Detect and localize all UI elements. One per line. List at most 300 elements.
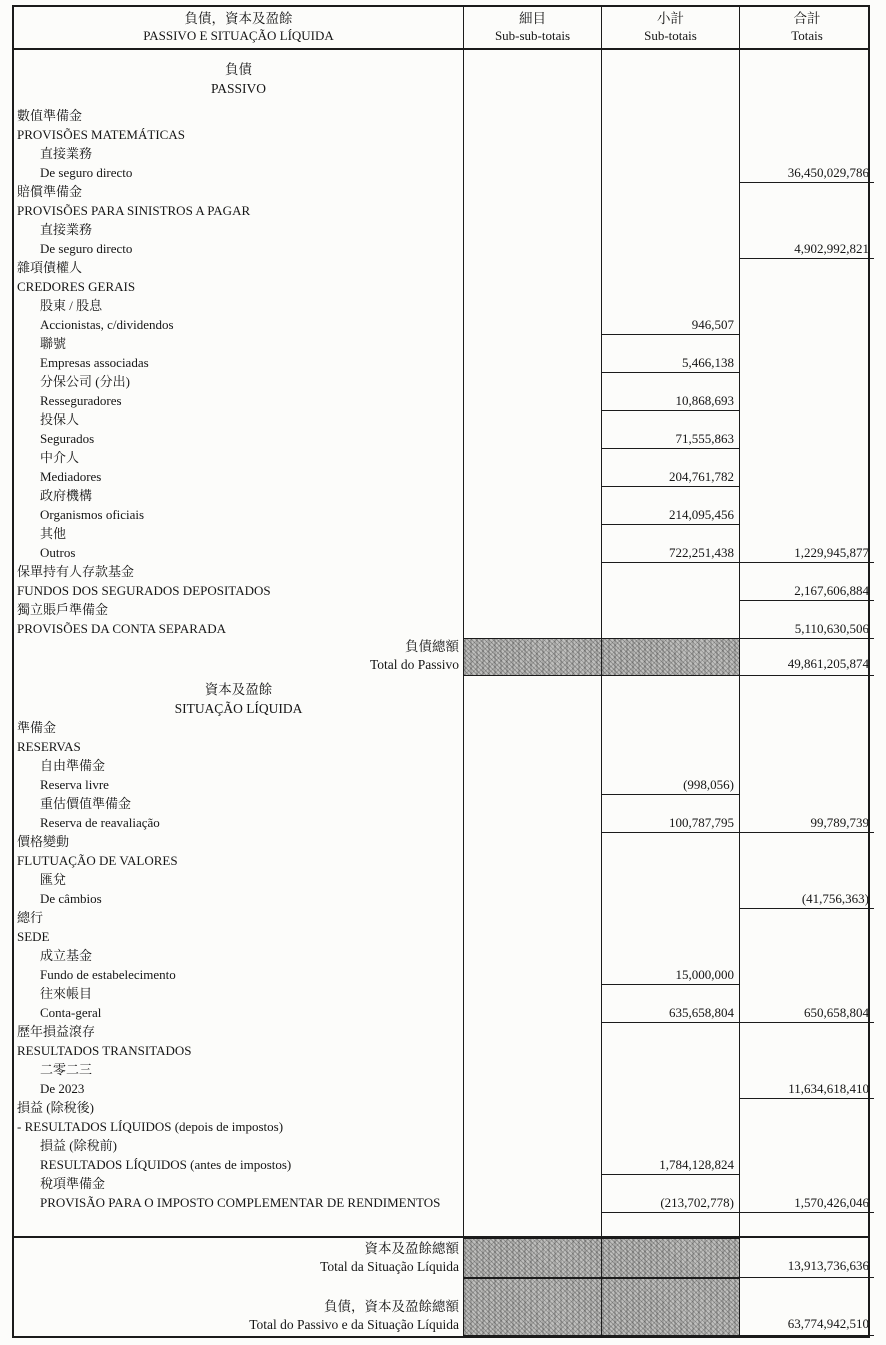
row-label: 往來帳目 [40, 986, 93, 1001]
sub-sub-total-cell [463, 756, 601, 775]
sub-total-cell [601, 794, 739, 813]
spacer-row [14, 1212, 868, 1236]
row-label: 資本及盈餘 [204, 682, 273, 697]
sub-sub-total-cell [463, 832, 601, 851]
table-row [14, 125, 868, 144]
sub-total-cell [601, 410, 739, 429]
table-row [14, 372, 868, 391]
total-cell [739, 410, 874, 429]
sub-sub-total-cell [463, 1041, 601, 1060]
table-row [14, 851, 868, 870]
table-row [14, 1117, 868, 1136]
sub-total-cell [601, 79, 739, 98]
sub-total-cell: (998,056) [601, 775, 739, 795]
sub-sub-total-cell [463, 277, 601, 296]
sub-sub-total-cell [463, 144, 601, 163]
sub-total-cell [601, 851, 739, 870]
table-row [14, 984, 868, 1003]
sub-total-cell [601, 680, 739, 699]
total-cell [739, 927, 874, 946]
table-row [14, 505, 868, 524]
row-label: 總行 [17, 910, 44, 925]
table-row [14, 1022, 868, 1041]
column-header-sub-totals [601, 7, 739, 48]
table-row [14, 467, 868, 486]
sub-sub-total-cell [463, 851, 601, 870]
sub-sub-total-cell [463, 1098, 601, 1117]
table-row [14, 144, 868, 163]
table-row [14, 296, 868, 315]
total-cell [739, 106, 874, 125]
table-row [14, 334, 868, 353]
table-row [14, 1193, 868, 1212]
row-label: Resseguradores [40, 393, 122, 408]
table-row [14, 1003, 868, 1022]
row-label: De seguro directo [40, 241, 133, 256]
sub-total-cell [601, 927, 739, 946]
section-header-row [14, 79, 868, 98]
sub-sub-total-cell [463, 60, 601, 79]
total-label-line: Total do Passivo [369, 657, 459, 672]
sub-total-cell [601, 372, 739, 391]
table-row [14, 870, 868, 889]
sub-total-cell [601, 737, 739, 756]
sub-sub-total-cell [463, 718, 601, 737]
table-row [14, 965, 868, 984]
row-label: PASSIVO [210, 81, 267, 96]
total-cell [739, 50, 874, 60]
sub-total-cell [601, 277, 739, 296]
table-row [14, 1060, 868, 1079]
table-row [14, 277, 868, 296]
total-cell [739, 1212, 874, 1236]
sub-total-cell [601, 600, 739, 619]
row-label: Fundo de estabelecimento [40, 967, 176, 982]
sub-sub-total-cell [463, 410, 601, 429]
sub-total-cell [601, 50, 739, 60]
sub-total-cell: (213,702,778) [601, 1193, 739, 1213]
sub-total-cell: 946,507 [601, 315, 739, 335]
spacer-row [14, 98, 868, 106]
total-cell: 13,913,736,636 [739, 1238, 874, 1278]
table-row [14, 619, 868, 638]
sub-sub-total-cell [463, 391, 601, 411]
sub-sub-total-cell [463, 1174, 601, 1193]
row-label: 保單持有人存款基金 [17, 564, 135, 579]
table-row [14, 1079, 868, 1098]
sub-total-cell [601, 258, 739, 277]
table-row [14, 832, 868, 851]
sub-sub-total-cell [463, 927, 601, 946]
sub-sub-total-cell [463, 619, 601, 639]
row-label: 價格變動 [17, 834, 70, 849]
total-cell: 99,789,739 [739, 813, 874, 833]
sub-total-cell [601, 239, 739, 259]
sub-sub-total-cell [463, 1136, 601, 1155]
table-row [14, 1136, 868, 1155]
sub-sub-total-cell [463, 467, 601, 487]
total-cell [739, 832, 874, 851]
total-label-line: 負債，資本及盈餘總額 [324, 1299, 459, 1314]
total-cell [739, 448, 874, 467]
table-row [14, 486, 868, 505]
row-label: 負債 [225, 62, 252, 77]
sub-sub-total-cell [463, 889, 601, 909]
sub-sub-total-cell [463, 334, 601, 353]
total-cell [739, 79, 874, 98]
sub-sub-total-cell [463, 870, 601, 889]
total-row [14, 1278, 868, 1336]
table-row [14, 1155, 868, 1174]
total-row [14, 1236, 868, 1278]
row-label: 二零二三 [40, 1062, 93, 1077]
total-cell [739, 277, 874, 296]
table-row [14, 448, 868, 467]
total-cell [739, 908, 874, 927]
row-label: Empresas associadas [40, 355, 149, 370]
table-row [14, 756, 868, 775]
row-label: 股東 / 股息 [40, 298, 103, 313]
row-label: Mediadores [40, 469, 102, 484]
table-row [14, 1174, 868, 1193]
row-label: CREDORES GERAIS [17, 279, 136, 294]
column-header-sub-sub-totals [463, 7, 601, 48]
sub-sub-total-cell [463, 79, 601, 98]
total-cell: 5,110,630,506 [739, 619, 874, 639]
sub-total-cell [601, 125, 739, 144]
row-label: 準備金 [17, 720, 57, 735]
sub-sub-total-cell [463, 353, 601, 373]
table-row [14, 543, 868, 562]
sub-sub-total-cell [463, 1117, 601, 1136]
sub-total-cell: 722,251,438 [601, 543, 739, 563]
total-cell: 1,229,945,877 [739, 543, 874, 563]
sub-sub-total-cell [463, 505, 601, 525]
row-label: PROVISÕES MATEMÁTICAS [17, 127, 185, 142]
sub-total-cell: 204,761,782 [601, 467, 739, 487]
table-row [14, 410, 868, 429]
row-label: 政府機構 [40, 488, 93, 503]
row-label: Outros [40, 545, 76, 560]
table-row [14, 794, 868, 813]
total-row-label [14, 1278, 463, 1336]
table-row [14, 1041, 868, 1060]
sub-sub-total-cell [463, 372, 601, 391]
total-cell [739, 258, 874, 277]
total-cell [739, 1060, 874, 1079]
sub-total-cell: 100,787,795 [601, 813, 739, 833]
sub-total-cell [601, 1022, 739, 1041]
row-label: 損益 (除稅前) [40, 1138, 117, 1153]
total-cell [739, 870, 874, 889]
total-cell [739, 1174, 874, 1193]
total-cell [739, 562, 874, 581]
row-label: 匯兌 [40, 872, 67, 887]
total-cell [739, 1155, 874, 1175]
table-row [14, 775, 868, 794]
table-row [14, 220, 868, 239]
row-label: 中介人 [40, 450, 80, 465]
sub-total-cell [601, 1117, 739, 1136]
row-label: RESULTADOS TRANSITADOS [17, 1043, 192, 1058]
hatched-cell [463, 1278, 601, 1336]
row-label [14, 1212, 463, 1236]
sub-sub-total-cell [463, 581, 601, 601]
row-label: Accionistas, c/dividendos [40, 317, 174, 332]
total-cell [739, 182, 874, 201]
sub-total-cell [601, 98, 739, 106]
sub-sub-total-cell [463, 1079, 601, 1099]
row-label: 成立基金 [40, 948, 93, 963]
total-cell: 36,450,029,786 [739, 163, 874, 183]
row-label: SEDE [17, 929, 50, 944]
sub-sub-total-cell [463, 908, 601, 927]
row-label: PROVISÃO PARA O IMPOSTO COMPLEMENTAR DE RENDIMENTOS [40, 1195, 441, 1210]
column-header-account-pt: PASSIVO E SITUAÇÃO LÍQUIDA [143, 28, 334, 43]
total-label-line: 資本及盈餘總額 [364, 1241, 459, 1256]
total-cell [739, 794, 874, 813]
hatched-cell [463, 638, 601, 676]
sub-sub-total-cell [463, 182, 601, 201]
sub-sub-total-cell [463, 296, 601, 315]
row-label: 賠償準備金 [17, 184, 83, 199]
sub-total-cell: 1,784,128,824 [601, 1155, 739, 1175]
row-label: De seguro directo [40, 165, 133, 180]
sub-total-cell [601, 870, 739, 889]
table-row [14, 908, 868, 927]
sub-sub-total-cell [463, 699, 601, 718]
total-cell [739, 220, 874, 239]
total-cell [739, 372, 874, 391]
row-label: 直接業務 [40, 146, 93, 161]
total-cell [739, 1117, 874, 1136]
row-label: FUNDOS DOS SEGURADOS DEPOSITADOS [17, 583, 271, 598]
row-label: 損益 (除稅後) [17, 1100, 94, 1115]
total-cell [739, 486, 874, 505]
table-row [14, 562, 868, 581]
total-cell [739, 505, 874, 525]
sub-total-cell: 635,658,804 [601, 1003, 739, 1023]
table-row [14, 239, 868, 258]
table-row [14, 927, 868, 946]
total-label-line: Total do Passivo e da Situação Líquida [249, 1317, 459, 1332]
column-header-account [14, 7, 463, 48]
row-label: Reserva livre [40, 777, 109, 792]
row-label: 雜項債權人 [17, 260, 83, 275]
row-label: De câmbios [40, 891, 102, 906]
table-row [14, 946, 868, 965]
total-cell [739, 946, 874, 965]
total-cell [739, 1041, 874, 1060]
sub-sub-total-cell [463, 448, 601, 467]
total-cell [739, 718, 874, 737]
sub-total-cell: 71,555,863 [601, 429, 739, 449]
row-label: 稅項準備金 [40, 1176, 106, 1191]
total-cell: 63,774,942,510 [739, 1278, 874, 1336]
sub-total-cell [601, 619, 739, 639]
sub-sub-total-cell [463, 220, 601, 239]
table-row [14, 524, 868, 543]
row-label: RESERVAS [17, 739, 81, 754]
section-header-row [14, 60, 868, 79]
sub-total-cell [601, 1098, 739, 1117]
table-row [14, 391, 868, 410]
column-header-account-cn: 負債，資本及盈餘 [184, 11, 293, 26]
sub-sub-total-cell [463, 543, 601, 563]
total-cell [739, 353, 874, 373]
sub-total-cell [601, 296, 739, 315]
sub-sub-total-cell [463, 98, 601, 106]
sub-total-cell [601, 334, 739, 353]
sub-total-cell [601, 1212, 739, 1236]
sub-total-cell [601, 984, 739, 1003]
sub-sub-total-cell [463, 946, 601, 965]
sub-total-cell [601, 144, 739, 163]
sub-sub-total-cell [463, 600, 601, 619]
total-cell [739, 201, 874, 220]
total-cell [739, 1098, 874, 1117]
sub-total-cell [601, 163, 739, 183]
table-row [14, 1098, 868, 1117]
total-cell [739, 699, 874, 718]
total-cell [739, 1022, 874, 1041]
total-cell [739, 467, 874, 487]
sub-sub-total-cell [463, 737, 601, 756]
total-row-label [14, 638, 463, 676]
row-label: - RESULTADOS LÍQUIDOS (depois de impostos) [17, 1119, 284, 1134]
row-label: PROVISÕES PARA SINISTROS A PAGAR [17, 203, 251, 218]
sub-total-cell: 10,868,693 [601, 391, 739, 411]
sub-total-cell [601, 581, 739, 601]
sub-total-cell [601, 1174, 739, 1193]
total-cell [739, 1136, 874, 1155]
table-row [14, 315, 868, 334]
table-header-row [14, 7, 868, 50]
sub-sub-total-cell [463, 258, 601, 277]
total-cell [739, 600, 874, 619]
sub-sub-total-cell [463, 486, 601, 505]
sub-total-cell [601, 182, 739, 201]
row-label: De 2023 [40, 1081, 85, 1096]
row-label: SITUAÇÃO LÍQUIDA [174, 701, 303, 716]
total-cell [739, 98, 874, 106]
total-cell [739, 60, 874, 79]
total-row [14, 638, 868, 674]
table-row [14, 581, 868, 600]
row-label: Segurados [40, 431, 95, 446]
total-cell [739, 144, 874, 163]
liabilities-equity-table [12, 5, 870, 1338]
column-header-totals [739, 7, 874, 48]
table-row [14, 600, 868, 619]
sub-sub-total-cell [463, 562, 601, 581]
sub-sub-total-cell [463, 524, 601, 543]
table-row [14, 429, 868, 448]
column-header-sub-sub-totals-pt: Sub-sub-totais [494, 28, 571, 43]
column-header-totals-pt: Totais [791, 28, 823, 43]
row-label: 其他 [40, 526, 67, 541]
row-label: FLUTUAÇÃO DE VALORES [17, 853, 178, 868]
sub-total-cell [601, 524, 739, 543]
sub-sub-total-cell [463, 106, 601, 125]
row-label: Organismos oficiais [40, 507, 145, 522]
sub-sub-total-cell [463, 239, 601, 259]
hatched-cell [601, 638, 739, 676]
table-row [14, 737, 868, 756]
sub-sub-total-cell [463, 984, 601, 1003]
sub-total-cell [601, 946, 739, 965]
sub-total-cell [601, 699, 739, 718]
sub-total-cell: 5,466,138 [601, 353, 739, 373]
row-label: 重估價值準備金 [40, 796, 132, 811]
row-label: 投保人 [40, 412, 80, 427]
total-cell [739, 965, 874, 985]
sub-total-cell [601, 1079, 739, 1099]
table-row [14, 106, 868, 125]
sub-total-cell [601, 486, 739, 505]
sub-total-cell [601, 756, 739, 775]
table-row [14, 163, 868, 182]
row-label [14, 50, 463, 60]
sub-sub-total-cell [463, 125, 601, 144]
row-label: 分保公司 (分出) [40, 374, 130, 389]
table-row [14, 182, 868, 201]
table-row [14, 889, 868, 908]
table-body [14, 50, 868, 1336]
sub-total-cell [601, 832, 739, 851]
table-row [14, 353, 868, 372]
total-cell [739, 391, 874, 411]
total-row-label [14, 1238, 463, 1278]
sub-total-cell [601, 1136, 739, 1155]
sub-total-cell [601, 562, 739, 581]
total-cell [739, 429, 874, 449]
sub-total-cell [601, 448, 739, 467]
total-cell [739, 737, 874, 756]
total-cell [739, 296, 874, 315]
table-row [14, 813, 868, 832]
total-cell [739, 851, 874, 870]
total-cell [739, 125, 874, 144]
row-label: 聯號 [40, 336, 67, 351]
sub-sub-total-cell [463, 1155, 601, 1175]
sub-sub-total-cell [463, 1193, 601, 1213]
table-row [14, 201, 868, 220]
sub-total-cell: 15,000,000 [601, 965, 739, 985]
section-header-row [14, 680, 868, 699]
total-cell [739, 680, 874, 699]
total-label-line: Total da Situação Líquida [320, 1259, 459, 1274]
row-label: 獨立賬戶準備金 [17, 602, 109, 617]
sub-total-cell: 214,095,456 [601, 505, 739, 525]
section-header-row [14, 699, 868, 718]
hatched-cell [601, 1238, 739, 1278]
sub-total-cell [601, 718, 739, 737]
sub-sub-total-cell [463, 201, 601, 220]
row-label: 數值準備金 [17, 108, 83, 123]
total-cell: 49,861,205,874 [739, 638, 874, 676]
sub-sub-total-cell [463, 1212, 601, 1236]
column-header-totals-cn: 合計 [793, 11, 821, 26]
total-cell [739, 984, 874, 1003]
row-label: PROVISÕES DA CONTA SEPARADA [17, 621, 227, 636]
sub-sub-total-cell [463, 965, 601, 985]
total-cell: 2,167,606,884 [739, 581, 874, 601]
hatched-cell [463, 1238, 601, 1278]
column-header-sub-sub-totals-cn: 細目 [519, 11, 546, 26]
sub-sub-total-cell [463, 775, 601, 795]
sub-sub-total-cell [463, 794, 601, 813]
